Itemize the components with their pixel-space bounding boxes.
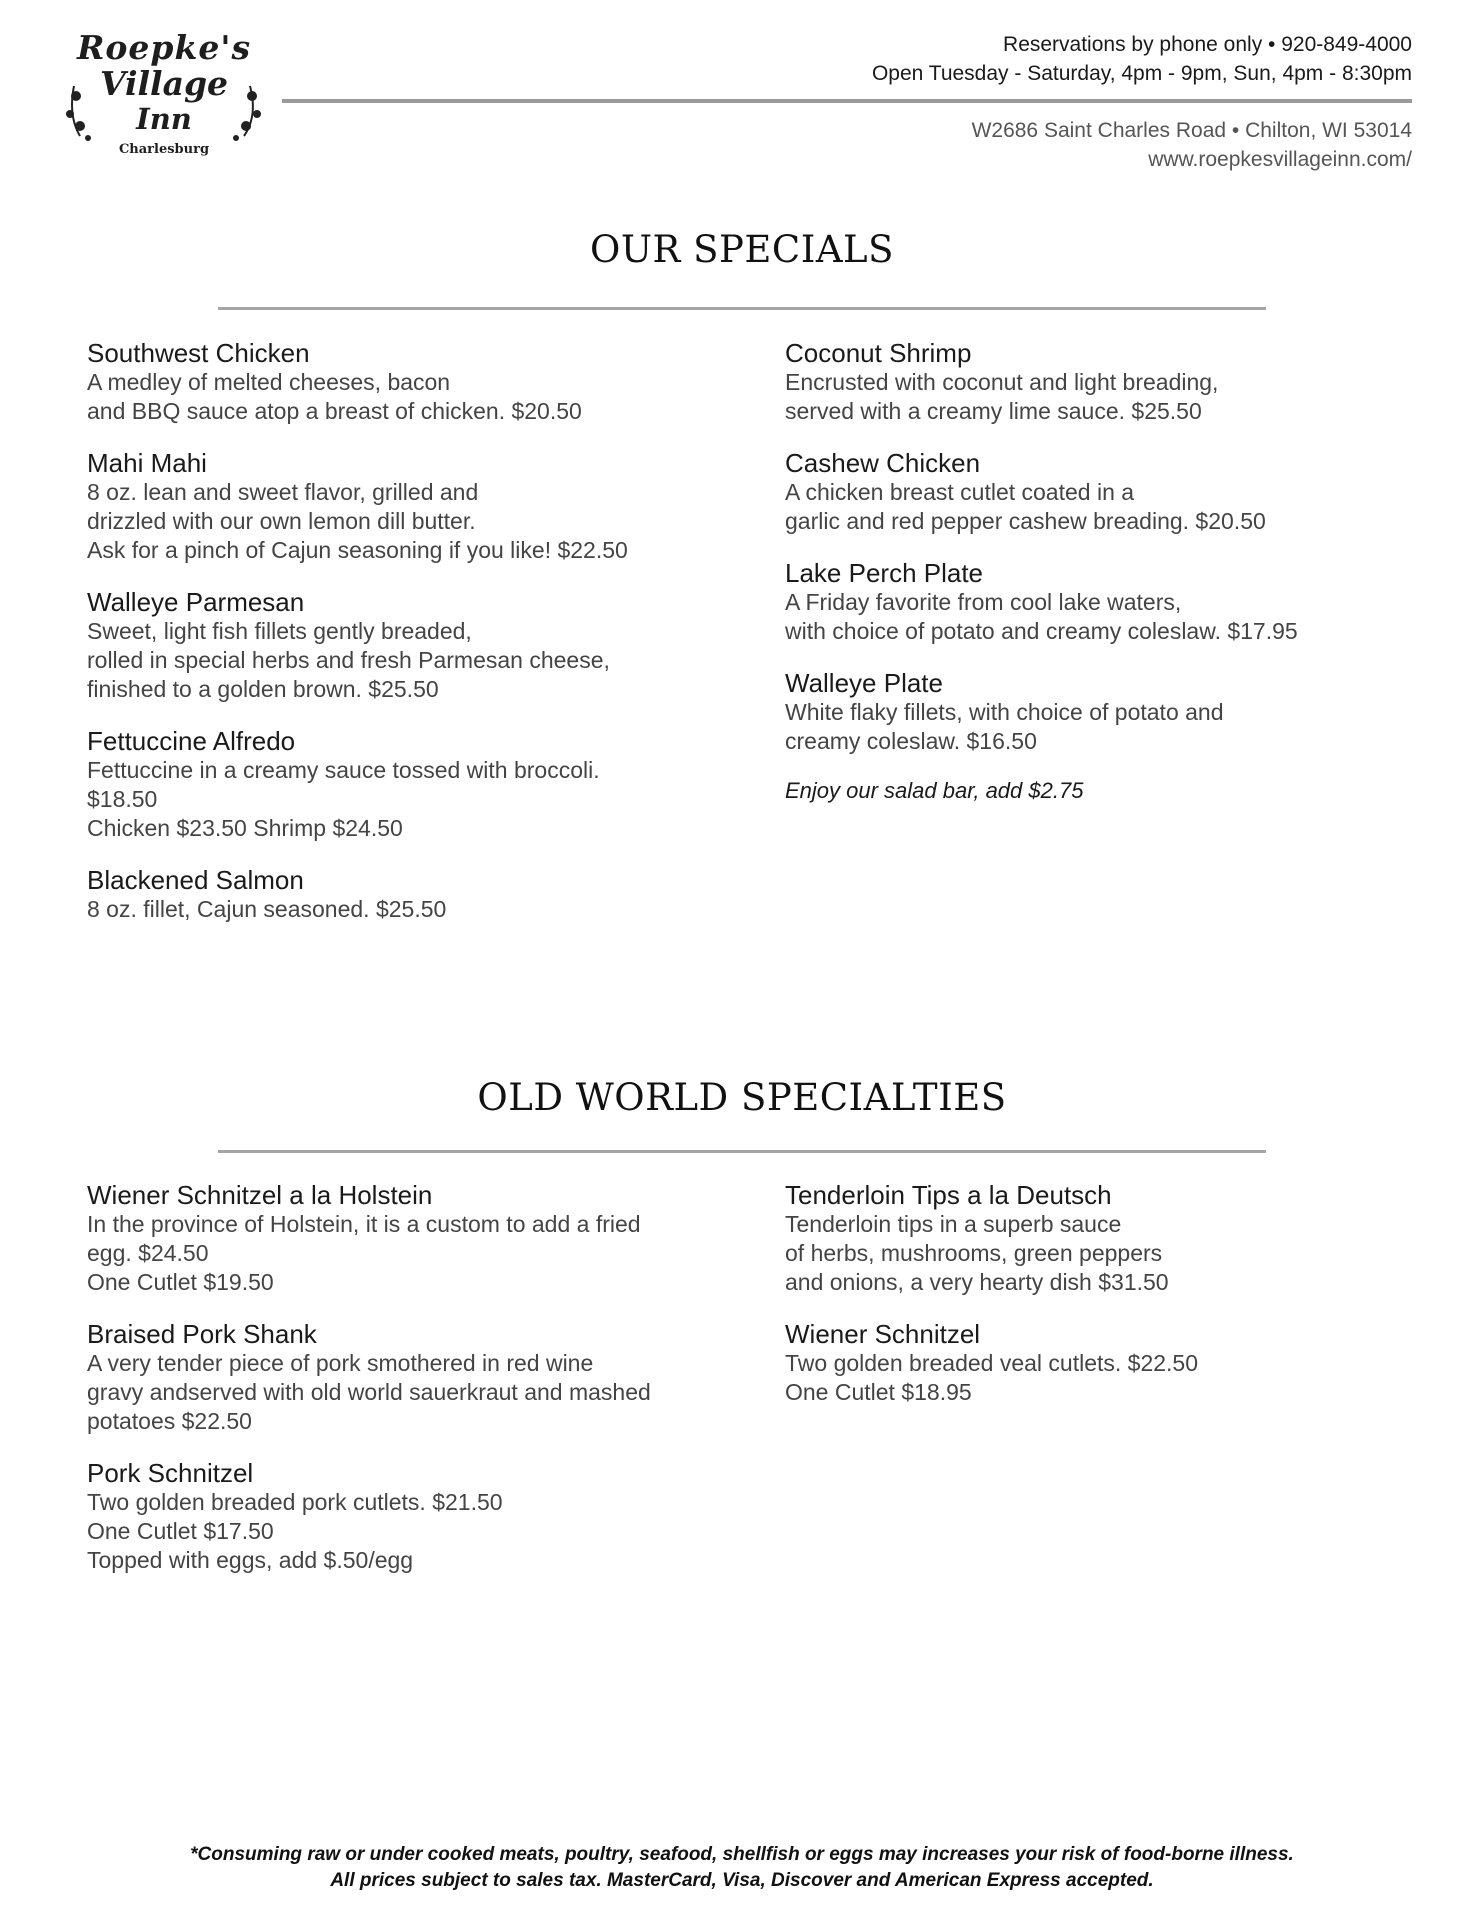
menu-item-name: Coconut Shrimp xyxy=(785,338,972,368)
menu-item-description: rolled in special herbs and fresh Parmesan cheese, xyxy=(87,647,610,673)
menu-item xyxy=(87,338,767,426)
menu-item-description: One Cutlet $18.95 xyxy=(785,1379,972,1405)
menu-item-name: Pork Schnitzel xyxy=(87,1458,254,1488)
menu-item-name: Lake Perch Plate xyxy=(785,558,984,588)
menu-item-description: Ask for a pinch of Cajun seasoning if you like! $22.50 xyxy=(87,537,628,563)
menu-item-description: A medley of melted cheeses, bacon xyxy=(87,369,451,395)
address-text: W2686 Saint Charles Road • Chilton, WI 53014 xyxy=(971,119,1412,142)
menu-item-description: egg. $24.50 xyxy=(87,1240,209,1266)
menu-item-name: Wiener Schnitzel a la Holstein xyxy=(87,1180,433,1210)
specials-left-column xyxy=(87,338,767,946)
menu-item-name: Braised Pork Shank xyxy=(87,1319,317,1349)
specials-right-column xyxy=(785,338,1465,804)
website-link[interactable]: www.roepkesvillageinn.com/ xyxy=(1148,148,1412,171)
menu-item-description: Encrusted with coconut and light breading, xyxy=(785,369,1219,395)
logo-name-line2: Village xyxy=(99,64,229,103)
menu-item xyxy=(87,1180,767,1297)
menu-item-description: A chicken breast cutlet coated in a xyxy=(785,479,1135,505)
footer-disclaimer xyxy=(0,1842,1484,1894)
menu-item xyxy=(785,338,1465,426)
restaurant-logo xyxy=(64,26,264,166)
section-divider-specials xyxy=(218,307,1266,310)
menu-item-description: creamy coleslaw. $16.50 xyxy=(785,728,1037,754)
address-block xyxy=(972,116,1412,174)
menu-item-name: Walleye Parmesan xyxy=(87,587,305,617)
menu-item xyxy=(87,448,767,565)
payment-notice: All prices subject to sales tax. MasterCard, Visa, Discover and American Express accepted. xyxy=(330,1870,1154,1891)
menu-item-name: Cashew Chicken xyxy=(785,448,981,478)
menu-item-description: Two golden breaded pork cutlets. $21.50 xyxy=(87,1489,503,1515)
menu-item-description: with choice of potato and creamy coleslaw. $17.95 xyxy=(785,618,1298,644)
menu-item xyxy=(87,587,767,704)
menu-item xyxy=(785,1319,1465,1407)
menu-item-description: gravy andserved with old world sauerkraut and mashed xyxy=(87,1379,651,1405)
hours-text: Open Tuesday - Saturday, 4pm - 9pm, Sun, 4pm - 8:30pm xyxy=(871,62,1412,85)
menu-item-description: Fettuccine in a creamy sauce tossed with broccoli. xyxy=(87,757,600,783)
menu-item-description: Topped with eggs, add $.50/egg xyxy=(87,1547,414,1573)
menu-item-description: finished to a golden brown. $25.50 xyxy=(87,676,439,702)
section-divider-old-world xyxy=(218,1150,1266,1153)
menu-item-description: White flaky fillets, with choice of potato and xyxy=(785,699,1224,725)
menu-item-description: Chicken $23.50 Shrimp $24.50 xyxy=(87,815,403,841)
menu-item-description: One Cutlet $19.50 xyxy=(87,1269,274,1295)
menu-item-name: Tenderloin Tips a la Deutsch xyxy=(785,1180,1112,1210)
menu-item-description: and BBQ sauce atop a breast of chicken. $20.50 xyxy=(87,398,582,424)
section-title-old-world: OLD WORLD SPECIALTIES xyxy=(477,1076,1007,1119)
menu-item-description: A Friday favorite from cool lake waters, xyxy=(785,589,1182,615)
menu-item xyxy=(87,1458,767,1575)
old-world-left-column xyxy=(87,1180,767,1597)
menu-item xyxy=(87,1319,767,1436)
menu-item-description: Sweet, light fish fillets gently breaded, xyxy=(87,618,472,644)
menu-item-name: Fettuccine Alfredo xyxy=(87,726,296,756)
logo-location: Charlesburg xyxy=(118,142,210,157)
menu-item-description: 8 oz. fillet, Cajun seasoned. $25.50 xyxy=(87,896,447,922)
menu-item-description: One Cutlet $17.50 xyxy=(87,1518,274,1544)
menu-item-description: A very tender piece of pork smothered in red wine xyxy=(87,1350,594,1376)
menu-item-description: garlic and red pepper cashew breading. $20.50 xyxy=(785,508,1266,534)
salad-bar-note: Enjoy our salad bar, add $2.75 xyxy=(785,778,1084,803)
header-divider xyxy=(282,99,1412,103)
section-title-specials: OUR SPECIALS xyxy=(590,228,894,271)
old-world-right-column xyxy=(785,1180,1465,1429)
menu-item-name: Wiener Schnitzel xyxy=(785,1319,981,1349)
menu-item-description: In the province of Holstein, it is a custom to add a fried xyxy=(87,1211,641,1237)
menu-item-description: potatoes $22.50 xyxy=(87,1408,252,1434)
menu-item-description: served with a creamy lime sauce. $25.50 xyxy=(785,398,1202,424)
logo-name-line3: Inn xyxy=(136,102,192,136)
menu-item xyxy=(785,1180,1465,1297)
menu-item-name: Mahi Mahi xyxy=(87,448,207,478)
menu-item xyxy=(785,448,1465,536)
menu-item-description: drizzled with our own lemon dill butter. xyxy=(87,508,476,534)
menu-item-description: 8 oz. lean and sweet flavor, grilled and xyxy=(87,479,479,505)
menu-item-description: Tenderloin tips in a superb sauce xyxy=(785,1211,1122,1237)
contact-info xyxy=(872,30,1412,88)
menu-item xyxy=(785,668,1465,756)
food-safety-notice: *Consuming raw or under cooked meats, poultry, seafood, shellfish or eggs may increases your risk of food-borne illness. xyxy=(190,1844,1294,1865)
logo-name-line1: Roepke's xyxy=(76,28,252,67)
menu-item-description: $18.50 xyxy=(87,786,158,812)
menu-item-name: Blackened Salmon xyxy=(87,865,304,895)
menu-item-description: and onions, a very hearty dish $31.50 xyxy=(785,1269,1169,1295)
menu-item-name: Southwest Chicken xyxy=(87,338,310,368)
menu-item xyxy=(785,558,1465,646)
menu-item-description: Two golden breaded veal cutlets. $22.50 xyxy=(785,1350,1199,1376)
menu-item-name: Walleye Plate xyxy=(785,668,943,698)
menu-item-description: of herbs, mushrooms, green peppers xyxy=(785,1240,1163,1266)
menu-item xyxy=(87,726,767,843)
menu-item xyxy=(87,865,767,924)
reservations-text: Reservations by phone only • 920-849-4000 xyxy=(1003,33,1412,56)
